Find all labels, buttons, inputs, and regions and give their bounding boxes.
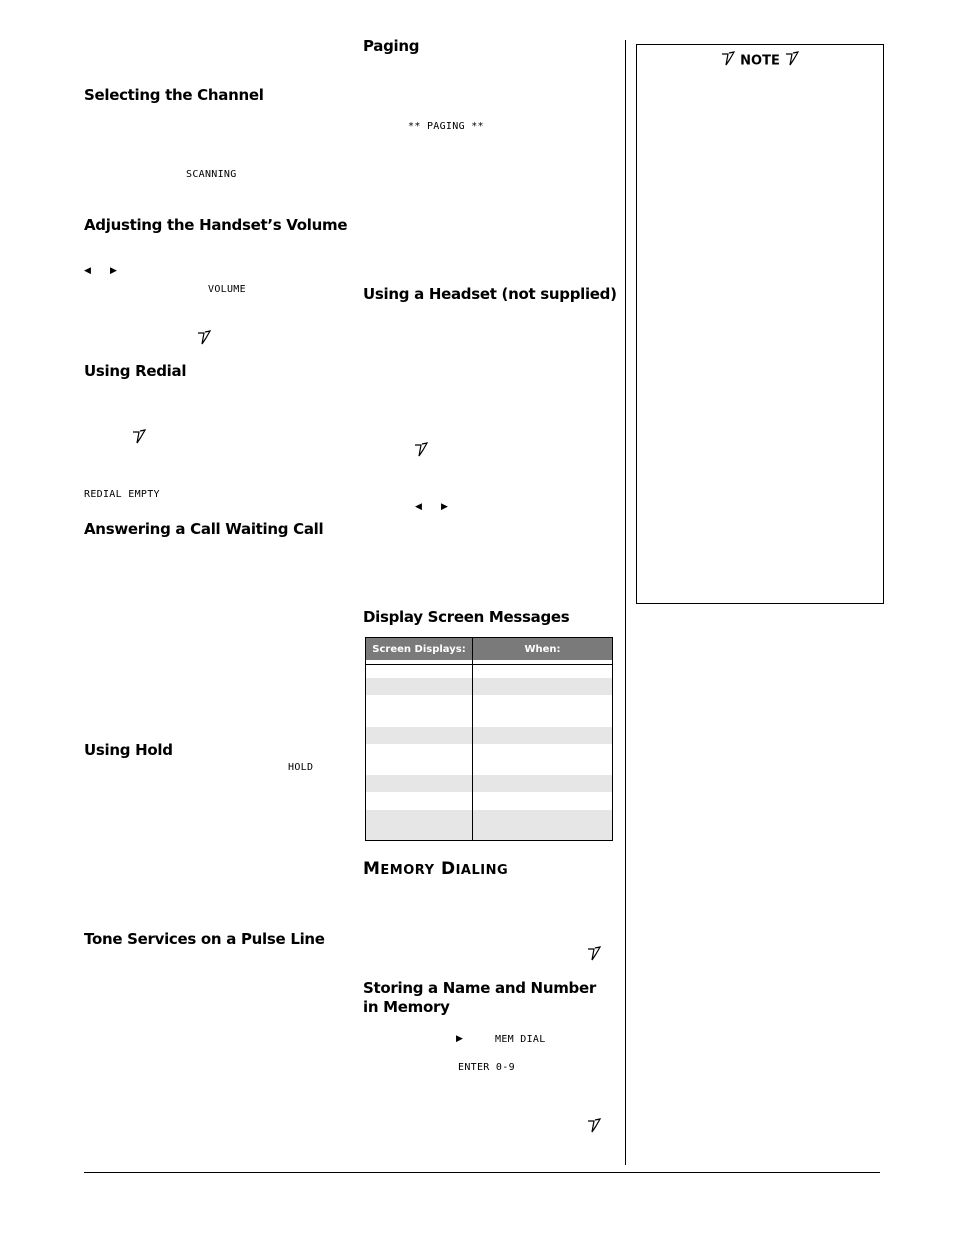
lcd-redial-empty: REDIAL EMPTY	[84, 489, 160, 500]
lcd-volume: VOLUME	[208, 284, 246, 295]
heading-display-messages: Display Screen Messages	[363, 608, 570, 626]
right-arrow-icon: ▶	[110, 266, 117, 276]
display-messages-table	[365, 637, 613, 841]
column-divider	[625, 40, 626, 1165]
section-title-memory-dialing: MEMORY DIALING	[363, 859, 509, 879]
heading-paging: Paging	[363, 37, 420, 55]
footer-rule	[84, 1172, 880, 1173]
note-pad-icon	[413, 442, 429, 462]
table-row	[366, 678, 613, 695]
heading-using-redial: Using Redial	[84, 362, 187, 380]
left-arrow-icon: ◀	[84, 266, 91, 276]
table-header-when: When:	[473, 638, 613, 661]
left-arrow-icon: ◀	[415, 502, 422, 512]
table-row	[366, 775, 613, 792]
table-row	[366, 792, 613, 810]
heading-using-hold: Using Hold	[84, 741, 173, 759]
note-box	[636, 44, 884, 604]
table-row	[366, 810, 613, 840]
note-pad-icon	[196, 330, 212, 350]
right-arrow-icon: ▶	[441, 502, 448, 512]
lcd-enter: ENTER 0-9	[458, 1062, 515, 1073]
heading-tone-services: Tone Services on a Pulse Line	[84, 930, 325, 948]
lcd-hold: HOLD	[288, 762, 314, 773]
right-arrow-icon: ▶	[456, 1034, 463, 1044]
heading-headset: Using a Headset (not supplied)	[363, 285, 617, 303]
lcd-paging: ** PAGING **	[408, 121, 484, 132]
note-pad-icon	[720, 56, 736, 71]
table-row	[366, 664, 613, 678]
lcd-mem-dial: MEM DIAL	[495, 1034, 546, 1045]
note-pad-icon	[784, 56, 800, 71]
table-row	[366, 744, 613, 775]
heading-selecting-channel: Selecting the Channel	[84, 86, 264, 104]
note-pad-icon	[131, 429, 147, 449]
note-pad-icon	[586, 946, 602, 966]
table-header-screen-displays: Screen Displays:	[366, 638, 473, 661]
heading-adjusting-volume: Adjusting the Handset’s Volume	[84, 216, 348, 234]
heading-call-waiting: Answering a Call Waiting Call	[84, 520, 324, 538]
table-row	[366, 727, 613, 744]
table-row	[366, 695, 613, 727]
note-box-title: NOTE	[637, 51, 883, 71]
note-pad-icon	[586, 1118, 602, 1138]
lcd-scanning: SCANNING	[186, 169, 237, 180]
heading-storing-name-number: Storing a Name and Number in Memory	[363, 979, 596, 1016]
